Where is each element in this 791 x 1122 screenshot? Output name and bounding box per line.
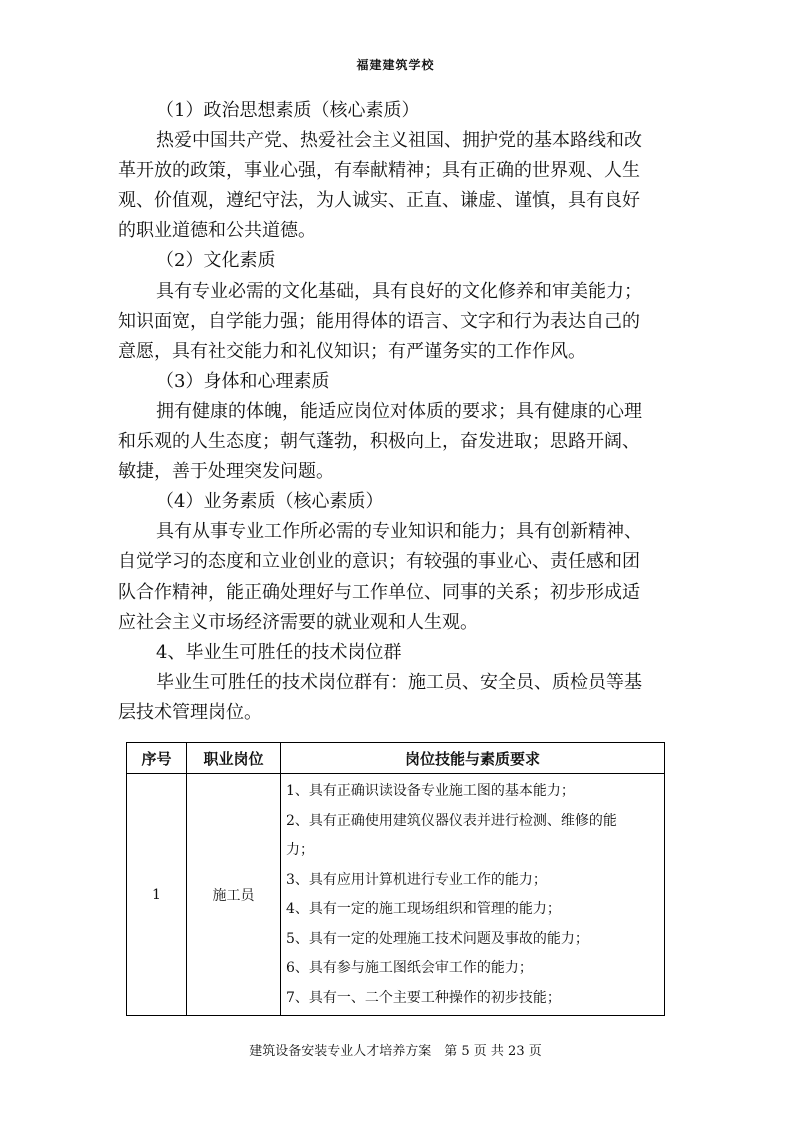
requirement-item: 力； — [286, 842, 314, 858]
body-line: （3）身体和心理素质 — [156, 370, 330, 392]
requirement-item: 5、具有一定的处理施工技术问题及事故的能力； — [286, 930, 589, 947]
body-line: 队合作精神，能正确处理好与工作单位、同事的关系；初步形成适 — [118, 581, 640, 603]
page-footer: 建筑设备安装专业人才培养方案 第 5 页 共 23 页 — [249, 1044, 542, 1059]
body-line: 自觉学习的态度和立业创业的意识；有较强的事业心、责任感和团 — [118, 551, 640, 573]
table-header-row — [127, 743, 665, 774]
requirement-item: 3、具有应用计算机进行专业工作的能力； — [286, 871, 547, 888]
body-line: 具有从事专业工作所必需的专业知识和能力；具有创新精神、 — [156, 521, 642, 543]
body-line: 的职业道德和公共道德。 — [118, 220, 316, 242]
requirement-item: 6、具有参与施工图纸会审工作的能力； — [286, 960, 533, 976]
body-line: 热爱中国共产党、热爱社会主义祖国、拥护党的基本路线和改 — [156, 130, 642, 152]
body-line: 观、价值观，遵纪守法，为人诚实、正直、谦虚、谨慎，具有良好 — [118, 190, 640, 212]
requirement-item: 1、具有正确识读设备专业施工图的基本能力； — [286, 783, 575, 799]
body-line: 层技术管理岗位。 — [118, 701, 262, 723]
post-skills-table — [126, 742, 665, 1016]
body-line: 革开放的政策，事业心强，有奉献精神；具有正确的世界观、人生 — [118, 160, 640, 182]
body-line: 敏捷，善于处理突发问题。 — [118, 461, 334, 483]
row-no: 1 — [127, 774, 187, 1016]
body-line: （1）政治思想素质（核心素质） — [156, 100, 420, 121]
row-post: 施工员 — [187, 774, 281, 1016]
header-requirements: 岗位技能与素质要求 — [281, 743, 665, 774]
body-line: 和乐观的人生态度；朝气蓬勃，积极向上，奋发进取；思路开阔、 — [118, 431, 640, 453]
body-line: （2）文化素质 — [156, 250, 276, 272]
body-line: 4、毕业生可胜任的技术岗位群 — [156, 641, 402, 663]
requirement-item: 2、具有正确使用建筑仪器仪表并进行检测、维修的能 — [286, 812, 617, 829]
requirement-item: 7、具有一、二个主要工种操作的初步技能； — [286, 989, 561, 1006]
body-line: 应社会主义市场经济需要的就业观和人生观。 — [118, 611, 478, 633]
table-row — [127, 774, 665, 1016]
body-line: 知识面宽，自学能力强；能用得体的语言、文字和行为表达自己的 — [118, 310, 640, 332]
body-line: 毕业生可胜任的技术岗位群有：施工员、安全员、质检员等基 — [156, 671, 642, 693]
page-header: 福建建筑学校 — [356, 58, 435, 72]
body-line: 意愿，具有社交能力和礼仪知识；有严谨务实的工作作风。 — [118, 340, 586, 362]
header-post: 职业岗位 — [187, 743, 281, 774]
body-text — [118, 96, 674, 728]
row-requirements — [281, 774, 665, 1016]
header-no: 序号 — [127, 743, 187, 774]
requirement-item: 4、具有一定的施工现场组织和管理的能力； — [286, 901, 561, 917]
body-line: 拥有健康的体魄，能适应岗位对体质的要求；具有健康的心理 — [156, 400, 642, 422]
body-line: （4）业务素质（核心素质） — [156, 491, 384, 513]
body-line: 具有专业必需的文化基础，具有良好的文化修养和审美能力； — [156, 280, 642, 302]
